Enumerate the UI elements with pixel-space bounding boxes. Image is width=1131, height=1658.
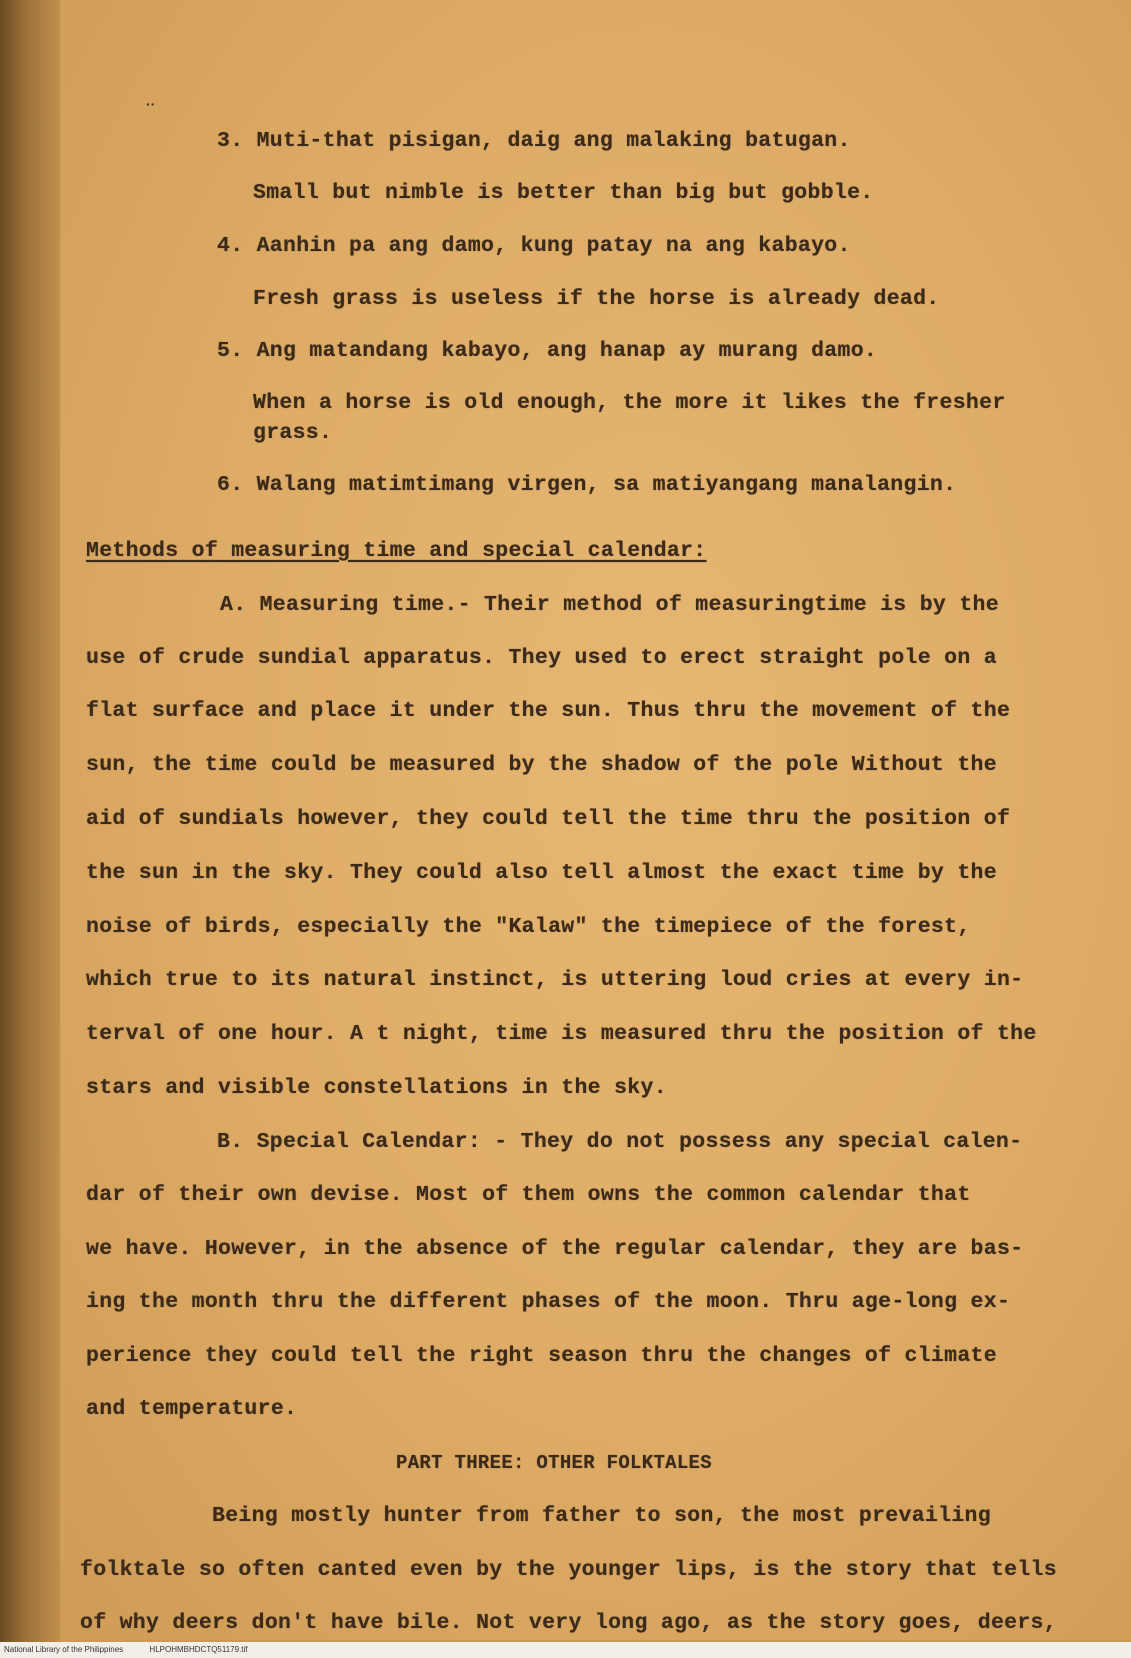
- paragraph-line: dar of their own devise. Most of them owns the common calendar that: [86, 1183, 971, 1207]
- paragraph-line: which true to its natural instinct, is uttering loud cries at every in-: [86, 968, 1024, 992]
- paragraph-line: we have. However, in the absence of the regular calendar, they are bas-: [86, 1237, 1024, 1261]
- proverb-3: [217, 128, 851, 154]
- proverb-4-translation: Fresh grass is useless if the horse is already dead.: [253, 287, 940, 311]
- paragraph-line: use of crude sundial apparatus. They used to erect straight pole on a: [86, 646, 997, 670]
- proverb-number: 5.: [217, 339, 244, 363]
- part-heading: PART THREE: OTHER FOLKTALES: [396, 1452, 712, 1474]
- paragraph-line: ing the month thru the different phases of the moon. Thru age-long ex-: [86, 1290, 1011, 1314]
- scan-footer: [0, 1642, 1131, 1658]
- paragraph-line: stars and visible constellations in the sky.: [86, 1076, 667, 1100]
- paragraph-line: A. Measuring time.- Their method of measuringtime is by the: [220, 593, 999, 617]
- paragraph-line: and temperature.: [86, 1397, 298, 1421]
- proverb-6: [217, 472, 956, 498]
- proverb-tagalog: Ang matandang kabayo, ang hanap ay murang damo.: [256, 339, 878, 363]
- paragraph-line: Being mostly hunter from father to son, the most prevailing: [212, 1504, 991, 1528]
- proverb-3-translation: Small but nimble is better than big but gobble.: [253, 181, 874, 205]
- page-marks: ··: [146, 96, 156, 112]
- proverb-number: 4.: [217, 234, 244, 258]
- paragraph-line: noise of birds, especially the "Kalaw" the timepiece of the forest,: [86, 915, 971, 939]
- paragraph-line: of why deers don't have bile. Not very long ago, as the story goes, deers,: [80, 1611, 1057, 1635]
- paragraph-line: the sun in the sky. They could also tell almost the exact time by the: [86, 861, 997, 885]
- proverb-4: [217, 233, 851, 259]
- proverb-number: 3.: [217, 129, 244, 153]
- proverb-5-translation-line-1: When a horse is old enough, the more it likes the fresher: [253, 391, 1006, 415]
- paragraph-line: aid of sundials however, they could tell the time thru the position of: [86, 807, 1011, 831]
- book-binding: [0, 0, 60, 1658]
- paragraph-line: flat surface and place it under the sun. Thus thru the movement of the: [86, 699, 1011, 723]
- section-heading: Methods of measuring time and special calendar:: [86, 539, 707, 563]
- paragraph-line: sun, the time could be measured by the shadow of the pole Without the: [86, 753, 997, 777]
- paragraph-line: B. Special Calendar: - They do not possess any special calen-: [217, 1130, 1023, 1154]
- footer-library: National Library of the Philippines: [4, 1645, 124, 1654]
- proverb-tagalog: Muti-that pisigan, daig ang malaking batugan.: [256, 129, 851, 153]
- paragraph-line: perience they could tell the right season thru the changes of climate: [86, 1344, 997, 1368]
- proverb-5: [217, 338, 877, 364]
- proverb-tagalog: Walang matimtimang virgen, sa matiyangang manalangin.: [256, 473, 957, 497]
- proverb-number: 6.: [217, 473, 244, 497]
- proverb-5-translation-line-2: grass.: [253, 421, 333, 445]
- footer-file-code: HLPOHMBHDCTQ51179.tif: [149, 1645, 248, 1654]
- proverb-tagalog: Aanhin pa ang damo, kung patay na ang kabayo.: [256, 234, 851, 258]
- paragraph-line: terval of one hour. A t night, time is measured thru the position of the: [86, 1022, 1037, 1046]
- paragraph-line: folktale so often canted even by the younger lips, is the story that tells: [80, 1558, 1057, 1582]
